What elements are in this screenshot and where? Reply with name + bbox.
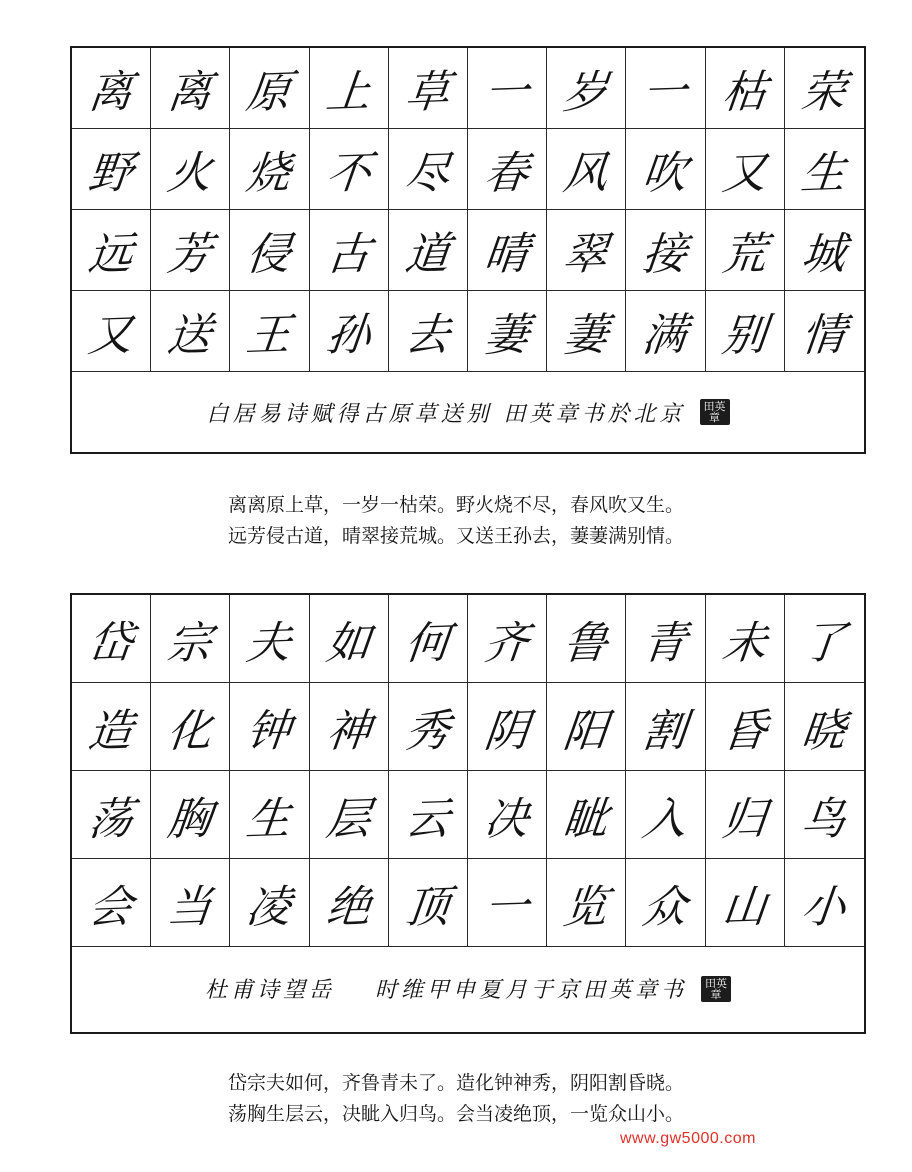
signature-text: 白居易诗赋得古原草送别 田英章书於北京 (206, 401, 686, 427)
calligraphy-character: 山 (719, 880, 769, 934)
calligraphy-character: 又 (85, 309, 136, 362)
character-cell (230, 859, 309, 947)
character-cell (547, 291, 626, 372)
calligraphy-character: 芳 (165, 228, 215, 281)
calligraphy-character: 情 (799, 309, 849, 362)
calligraphy-character: 阳 (561, 704, 611, 758)
character-cell (468, 129, 547, 210)
character-cell (785, 859, 864, 947)
calligraphy-character: 一 (481, 880, 532, 934)
character-cell (547, 771, 626, 859)
calligraphy-character: 又 (719, 147, 769, 200)
character-cell (468, 859, 547, 947)
character-cell (468, 210, 547, 291)
calligraphy-character: 秀 (402, 704, 453, 758)
character-cell (72, 595, 151, 683)
calligraphy-character: 如 (323, 616, 373, 670)
character-cell (547, 859, 626, 947)
calligraphy-character: 决 (481, 792, 532, 846)
signature-line-2 (72, 945, 864, 1032)
calligraphy-character: 眦 (561, 792, 611, 846)
calligraphy-character: 览 (561, 880, 611, 934)
seal-stamp: 田英章 (700, 399, 730, 425)
calligraphy-character: 萋 (481, 309, 532, 362)
character-cell (310, 291, 389, 372)
printed-poem-1 (0, 490, 912, 552)
character-cell (706, 859, 785, 947)
calligraphy-character: 翠 (561, 228, 611, 281)
character-cell (468, 683, 547, 771)
character-cell (389, 683, 468, 771)
calligraphy-character: 生 (799, 147, 849, 200)
calligraphy-character: 层 (323, 792, 373, 846)
calligraphy-character: 小 (799, 880, 849, 934)
calligraphy-character: 青 (640, 616, 690, 670)
calligraphy-character: 离 (85, 66, 136, 119)
calligraphy-character: 道 (402, 228, 453, 281)
seal-stamp: 田英章 (701, 976, 731, 1002)
character-cell (72, 129, 151, 210)
character-cell (72, 859, 151, 947)
printed-line: 岱宗夫如何，齐鲁青未了。造化钟神秀，阴阳割昏晓。 (227, 1072, 684, 1094)
calligraphy-character: 何 (402, 616, 453, 670)
calligraphy-character: 孙 (323, 309, 373, 362)
calligraphy-character: 未 (719, 616, 769, 670)
calligraphy-character: 火 (165, 147, 215, 200)
printed-line: 荡胸生层云，决眦入归鸟。会当凌绝顶，一览众山小。 (227, 1103, 684, 1125)
character-cell (706, 291, 785, 372)
calligraphy-character: 钟 (244, 704, 294, 758)
character-cell (230, 595, 309, 683)
calligraphy-character: 晓 (799, 704, 849, 758)
calligraphy-character: 鸟 (799, 792, 849, 846)
character-cell (230, 683, 309, 771)
character-cell (626, 210, 705, 291)
calligraphy-character: 胸 (165, 792, 215, 846)
character-cell (230, 129, 309, 210)
character-cell (389, 129, 468, 210)
character-cell (230, 291, 309, 372)
character-cell (389, 48, 468, 129)
calligraphy-grid-1 (72, 48, 864, 372)
calligraphy-character: 送 (165, 309, 215, 362)
character-cell (785, 210, 864, 291)
character-cell (151, 48, 230, 129)
calligraphy-character: 接 (640, 228, 690, 281)
character-cell (468, 48, 547, 129)
calligraphy-character: 绝 (323, 880, 373, 934)
character-cell (626, 683, 705, 771)
calligraphy-character: 当 (165, 880, 215, 934)
character-cell (151, 210, 230, 291)
calligraphy-character: 入 (640, 792, 690, 846)
signature-text: 时维甲申夏月于京田英章书 (375, 978, 688, 1003)
calligraphy-grid-2 (72, 595, 864, 947)
calligraphy-sheet-2 (70, 593, 866, 1034)
character-cell (310, 595, 389, 683)
character-cell (706, 683, 785, 771)
character-cell (72, 291, 151, 372)
character-cell (785, 291, 864, 372)
character-cell (706, 771, 785, 859)
character-cell (785, 595, 864, 683)
calligraphy-character: 枯 (719, 66, 769, 119)
character-cell (389, 859, 468, 947)
calligraphy-sheet-1 (70, 46, 866, 454)
calligraphy-character: 城 (799, 228, 849, 281)
calligraphy-character: 荡 (85, 792, 136, 846)
calligraphy-character: 生 (244, 792, 294, 846)
calligraphy-character: 野 (85, 147, 136, 200)
character-cell (626, 129, 705, 210)
calligraphy-character: 阴 (481, 704, 532, 758)
signature-line-1 (72, 372, 864, 452)
calligraphy-character: 荒 (719, 228, 769, 281)
calligraphy-character: 吹 (640, 147, 690, 200)
calligraphy-character: 春 (481, 147, 532, 200)
character-cell (547, 129, 626, 210)
calligraphy-character: 上 (323, 66, 373, 119)
calligraphy-character: 齐 (481, 616, 532, 670)
character-cell (230, 48, 309, 129)
character-cell (151, 291, 230, 372)
calligraphy-character: 众 (640, 880, 690, 934)
calligraphy-character: 荣 (799, 66, 849, 119)
character-cell (151, 129, 230, 210)
calligraphy-character: 云 (402, 792, 453, 846)
character-cell (151, 683, 230, 771)
calligraphy-character: 一 (481, 66, 532, 119)
calligraphy-character: 归 (719, 792, 769, 846)
printed-poem-2 (0, 1068, 912, 1130)
character-cell (785, 683, 864, 771)
calligraphy-character: 造 (85, 704, 136, 758)
calligraphy-character: 神 (323, 704, 373, 758)
character-cell (310, 859, 389, 947)
character-cell (547, 595, 626, 683)
calligraphy-character: 离 (165, 66, 215, 119)
character-cell (151, 595, 230, 683)
calligraphy-character: 尽 (402, 147, 453, 200)
site-watermark: www.gw5000.com (620, 1130, 756, 1147)
character-cell (547, 48, 626, 129)
character-cell (468, 291, 547, 372)
character-cell (310, 771, 389, 859)
character-cell (72, 771, 151, 859)
character-cell (72, 210, 151, 291)
calligraphy-character: 晴 (481, 228, 532, 281)
calligraphy-character: 烧 (244, 147, 294, 200)
character-cell (626, 595, 705, 683)
calligraphy-character: 侵 (244, 228, 294, 281)
calligraphy-character: 昏 (719, 704, 769, 758)
character-cell (468, 595, 547, 683)
character-cell (310, 48, 389, 129)
character-cell (310, 210, 389, 291)
calligraphy-character: 古 (323, 228, 373, 281)
printed-line: 远芳侵古道，晴翠接荒城。又送王孙去，萋萋满别情。 (227, 525, 684, 547)
calligraphy-character: 萋 (561, 309, 611, 362)
calligraphy-character: 一 (640, 66, 690, 119)
character-cell (706, 129, 785, 210)
character-cell (230, 210, 309, 291)
character-cell (547, 683, 626, 771)
calligraphy-character: 满 (640, 309, 690, 362)
character-cell (785, 48, 864, 129)
character-cell (706, 48, 785, 129)
character-cell (785, 129, 864, 210)
character-cell (626, 771, 705, 859)
calligraphy-character: 别 (719, 309, 769, 362)
calligraphy-character: 草 (402, 66, 453, 119)
character-cell (626, 859, 705, 947)
character-cell (389, 771, 468, 859)
character-cell (389, 595, 468, 683)
character-cell (626, 291, 705, 372)
character-cell (706, 210, 785, 291)
calligraphy-character: 岱 (85, 616, 136, 670)
calligraphy-character: 宗 (165, 616, 215, 670)
calligraphy-character: 凌 (244, 880, 294, 934)
calligraphy-character: 风 (561, 147, 611, 200)
printed-line: 离离原上草，一岁一枯荣。野火烧不尽，春风吹又生。 (227, 494, 684, 516)
character-cell (389, 291, 468, 372)
character-cell (547, 210, 626, 291)
calligraphy-character: 割 (640, 704, 690, 758)
character-cell (151, 859, 230, 947)
calligraphy-character: 鲁 (561, 616, 611, 670)
calligraphy-character: 远 (85, 228, 136, 281)
calligraphy-character: 去 (402, 309, 453, 362)
calligraphy-character: 会 (85, 880, 136, 934)
calligraphy-character: 不 (323, 147, 373, 200)
calligraphy-character: 岁 (561, 66, 611, 119)
character-cell (151, 771, 230, 859)
character-cell (626, 48, 705, 129)
character-cell (72, 683, 151, 771)
character-cell (706, 595, 785, 683)
signature-title: 杜甫诗望岳 (204, 978, 335, 1003)
character-cell (310, 683, 389, 771)
character-cell (310, 129, 389, 210)
character-cell (785, 771, 864, 859)
character-cell (389, 210, 468, 291)
character-cell (230, 771, 309, 859)
calligraphy-character: 王 (244, 309, 294, 362)
calligraphy-character: 原 (244, 66, 294, 119)
calligraphy-character: 夫 (244, 616, 294, 670)
calligraphy-character: 了 (799, 616, 849, 670)
calligraphy-character: 顶 (402, 880, 453, 934)
character-cell (468, 771, 547, 859)
calligraphy-character: 化 (165, 704, 215, 758)
character-cell (72, 48, 151, 129)
